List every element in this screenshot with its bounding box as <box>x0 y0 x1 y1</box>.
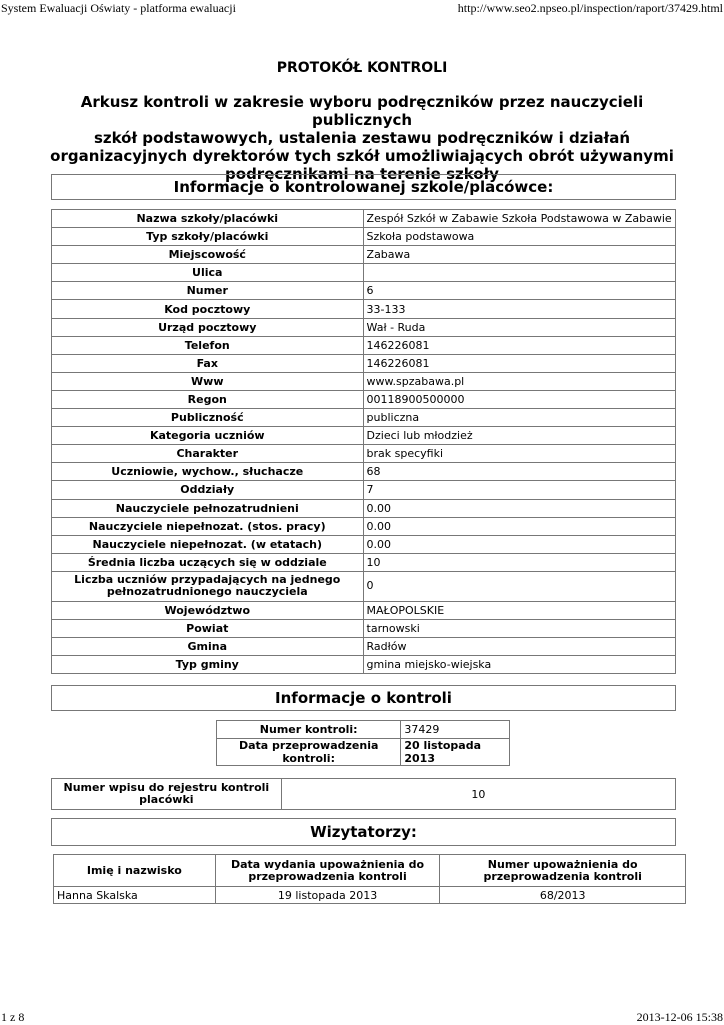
table-row <box>52 535 676 553</box>
field-label: Publiczność <box>52 409 364 427</box>
table-row <box>52 481 676 499</box>
table-row <box>52 300 676 318</box>
control-date-value: 20 listopada 2013 <box>401 739 510 766</box>
field-value: 0.00 <box>363 517 675 535</box>
field-value <box>363 264 675 282</box>
subtitle-line: szkół podstawowych, ustalenia zestawu podręczników i działań <box>93 129 631 147</box>
table-row <box>52 427 676 445</box>
field-value: Szkoła podstawowa <box>363 228 675 246</box>
table-row <box>52 779 676 810</box>
field-label: Średnia liczba uczących się w oddziale <box>52 553 364 571</box>
table-row <box>54 887 686 904</box>
field-label: Uczniowie, wychow., słuchacze <box>52 463 364 481</box>
field-label: Charakter <box>52 445 364 463</box>
field-value: 0.00 <box>363 535 675 553</box>
subtitle-line: Arkusz kontroli w zakresie wyboru podręczników przez nauczycieli publicznych <box>80 93 644 129</box>
field-value: 00118900500000 <box>363 390 675 408</box>
field-label: Telefon <box>52 336 364 354</box>
table-row <box>52 336 676 354</box>
table-row <box>52 264 676 282</box>
table-row <box>52 517 676 535</box>
field-label: Nauczyciele niepełnozat. (w etatach) <box>52 535 364 553</box>
document-title: PROTOKÓŁ KONTROLI <box>276 60 448 76</box>
column-header: Imię i nazwisko <box>54 855 216 887</box>
registry-value: 10 <box>281 779 675 810</box>
field-value: Dzieci lub młodzież <box>363 427 675 445</box>
field-label: Kod pocztowy <box>52 300 364 318</box>
field-label: Powiat <box>52 619 364 637</box>
field-value: 0 <box>363 571 675 601</box>
table-row <box>52 445 676 463</box>
table-row <box>52 372 676 390</box>
field-value: 10 <box>363 553 675 571</box>
field-label: Nazwa szkoły/placówki <box>52 210 364 228</box>
column-header: Numer upoważnienia do przeprowadzenia kontroli <box>440 855 686 887</box>
browser-url: http://www.seo2.npseo.pl/inspection/raport/37429.html <box>457 1 723 15</box>
table-row <box>52 499 676 517</box>
control-info-table <box>216 720 510 766</box>
field-value: Wał - Ruda <box>363 318 675 336</box>
field-label: Nauczyciele niepełnozat. (stos. pracy) <box>52 517 364 535</box>
field-value: 33-133 <box>363 300 675 318</box>
document-subtitle <box>40 93 684 183</box>
table-row <box>217 739 510 766</box>
field-label: Fax <box>52 354 364 372</box>
control-number-value: 37429 <box>401 721 510 739</box>
table-row <box>52 571 676 601</box>
field-label: Gmina <box>52 638 364 656</box>
field-label: Liczba uczniów przypadających na jednego pełnozatrudnionego nauczyciela <box>52 571 364 601</box>
table-row <box>52 354 676 372</box>
field-value: www.spzabawa.pl <box>363 372 675 390</box>
field-value: gmina miejsko-wiejska <box>363 656 675 674</box>
field-label: Miejscowość <box>52 246 364 264</box>
field-value: 7 <box>363 481 675 499</box>
control-number-label: Numer kontroli: <box>217 721 401 739</box>
subtitle-line: organizacyjnych dyrektorów tych szkół umożliwiających obrót używanymi <box>50 147 674 165</box>
field-label: Nauczyciele pełnozatrudnieni <box>52 499 364 517</box>
inspectors-section-heading: Wizytatorzy: <box>51 818 676 846</box>
page-counter: 1 z 8 <box>1 1010 25 1024</box>
field-value: MAŁOPOLSKIE <box>363 601 675 619</box>
table-row <box>52 601 676 619</box>
control-section-heading: Informacje o kontroli <box>51 685 676 711</box>
field-label: Oddziały <box>52 481 364 499</box>
table-row <box>52 282 676 300</box>
control-date-label: Data przeprowadzenia kontroli: <box>217 739 401 766</box>
field-label: Ulica <box>52 264 364 282</box>
table-row <box>52 409 676 427</box>
authorization-date: 19 listopada 2013 <box>215 887 440 904</box>
field-label: Województwo <box>52 601 364 619</box>
field-label: Numer <box>52 282 364 300</box>
field-value: Radłów <box>363 638 675 656</box>
field-label: Www <box>52 372 364 390</box>
field-label: Kategoria uczniów <box>52 427 364 445</box>
table-row <box>52 656 676 674</box>
field-value: 0.00 <box>363 499 675 517</box>
field-label: Typ szkoły/placówki <box>52 228 364 246</box>
registry-table <box>51 778 676 810</box>
table-header-row <box>54 855 686 887</box>
field-value: tarnowski <box>363 619 675 637</box>
table-row <box>52 619 676 637</box>
inspector-name: Hanna Skalska <box>54 887 216 904</box>
field-value: Zespół Szkół w Zabawie Szkoła Podstawowa w Zabawie <box>363 210 675 228</box>
field-label: Regon <box>52 390 364 408</box>
subtitle-line: podręcznikami na terenie szkoły <box>225 165 499 183</box>
school-info-table <box>51 209 676 674</box>
table-row <box>52 318 676 336</box>
print-timestamp: 2013-12-06 15:38 <box>636 1010 723 1024</box>
field-value: brak specyfiki <box>363 445 675 463</box>
field-value: Zabawa <box>363 246 675 264</box>
table-row <box>52 463 676 481</box>
field-value: 6 <box>363 282 675 300</box>
field-value: 146226081 <box>363 336 675 354</box>
field-value: 146226081 <box>363 354 675 372</box>
browser-page-title: System Ewaluacji Oświaty - platforma ewaluacji <box>1 1 236 15</box>
field-value: publiczna <box>363 409 675 427</box>
inspectors-table <box>53 854 686 904</box>
table-row <box>52 553 676 571</box>
table-row <box>52 210 676 228</box>
table-row <box>52 228 676 246</box>
table-row <box>52 638 676 656</box>
field-label: Typ gminy <box>52 656 364 674</box>
table-row <box>217 721 510 739</box>
table-row <box>52 390 676 408</box>
field-label: Urząd pocztowy <box>52 318 364 336</box>
table-row <box>52 246 676 264</box>
field-value: 68 <box>363 463 675 481</box>
school-section-heading: Informacje o kontrolowanej szkole/placówce: <box>51 174 676 200</box>
authorization-number: 68/2013 <box>440 887 686 904</box>
registry-label: Numer wpisu do rejestru kontroli placówki <box>52 779 282 810</box>
column-header: Data wydania upoważnienia do przeprowadzenia kontroli <box>215 855 440 887</box>
